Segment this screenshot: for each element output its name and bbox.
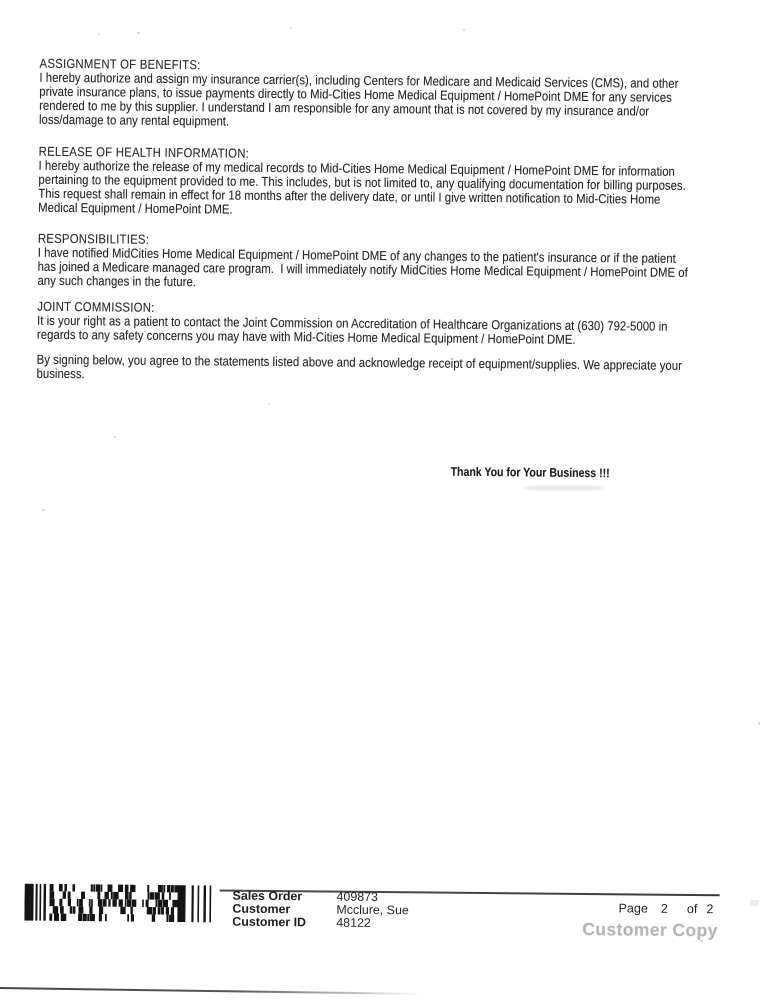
sales-order-label: Sales Order	[232, 888, 303, 904]
scan-speck	[758, 722, 760, 725]
scan-speck	[42, 509, 45, 511]
section-paragraph: I have notified MidCities Home Medical Equipment / HomePoint DME of any changes to the patient's insurance or if the patient has joined a Medicare managed care program. I will immediately notify MidCities Home Medical Equipment / HomePoint DME of any such changes in the future.	[37, 244, 688, 290]
section-assignment-of-benefits	[39, 57, 779, 134]
order-info-table	[232, 890, 409, 931]
page-label: Page	[618, 901, 648, 916]
customer-value: Mcclure, Sue	[336, 902, 409, 918]
closing-statement: By signing below, you agree to the statements listed above and acknowledge receipt of equipment/supplies. We appreciate your business.	[36, 351, 682, 382]
page-current: 2	[660, 901, 668, 916]
page-total: 2	[706, 902, 714, 917]
scan-speck	[268, 403, 270, 404]
scan-speck	[114, 436, 116, 438]
pdf417-barcode-icon	[24, 884, 216, 923]
scan-speck	[463, 29, 465, 31]
section-heading: JOINT COMMISSION:	[37, 298, 155, 315]
section-paragraph: I hereby authorize and assign my insurance carrier(s), including Centers for Medicare and Medicaid Services (CMS), and other private insurance plans, to issue payments directly to Mid-Cities Home Medical Equipment / HomePoint DME for any services rendered to me by this supplier. I understand I am responsible for any amount that is not covered by my insurance and/or loss/damage to any rental equipment.	[38, 69, 679, 129]
customer-label: Customer	[232, 901, 291, 917]
scan-smear-artifact	[522, 485, 604, 491]
section-heading: RELEASE OF HEALTH INFORMATION:	[38, 143, 250, 161]
customer-id-label: Customer ID	[232, 915, 307, 930]
section-release-of-health-information	[38, 145, 778, 222]
page-of-label: of	[686, 901, 698, 917]
section-responsibilities	[37, 232, 777, 295]
section-heading: ASSIGNMENT OF BENEFITS:	[39, 55, 201, 73]
section-paragraph: I hereby authorize the release of my medical records to Mid-Cities Home Medical Equipment / HomePoint DME for information pertaining to the equipment provided to me. This includes, but is not limited to, any qualifying documentation for billing purposes. This request shall remain in effect for 18 months after the delivery date, or until I give written notification to Mid-Cities Home Medical Equipment / HomePoint DME.	[38, 157, 686, 217]
scan-speck	[137, 32, 140, 34]
scan-speck	[290, 27, 292, 29]
customer-id-value: 48122	[336, 916, 371, 931]
thank-you-message: Thank You for Your Business !!!	[450, 464, 610, 481]
sales-order-value: 409873	[336, 889, 379, 905]
page-indicator	[618, 901, 713, 916]
section-joint-commission	[37, 300, 777, 349]
section-heading: RESPONSIBILITIES:	[37, 230, 150, 247]
scan-speck	[98, 33, 100, 35]
copy-type-watermark: Customer Copy	[582, 918, 718, 941]
scan-speck	[700, 940, 703, 942]
section-paragraph: It is your right as a patient to contact the Joint Commission on Accreditation of Healthcare Organizations at (630) 792-5000 in regards to any safety concerns you may have with Mid-Cities Home Medical Equipment / HomePoint DME.	[36, 312, 668, 347]
scan-speck	[750, 900, 759, 906]
document-body	[37, 57, 779, 388]
